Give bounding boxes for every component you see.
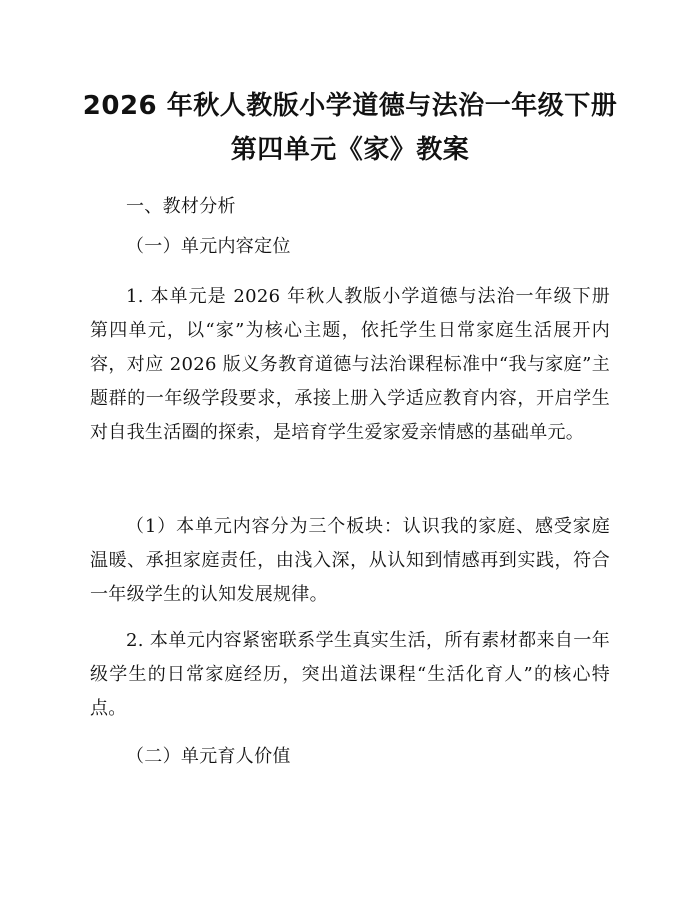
subsection-heading-unit-positioning: （一）单元内容定位	[126, 236, 291, 257]
section-heading-teaching-analysis: 一、教材分析	[126, 196, 236, 217]
paragraph-unit-overview: 1. 本单元是 2026 年秋人教版小学道德与法治一年级下册第四单元，以“家”为核心主题，依托学生日常家庭生活展开内容，对应 2026 版义务教育道德与法治课程标准中“我与家庭”主题群的一年级学段要求，承接上册入学适应教育内容，开启学生对自我生活圈的探索，是培育学生爱家爱亲情感的基础单元。	[90, 286, 610, 443]
subsection-heading-unit-value: （二）单元育人价值	[126, 746, 291, 767]
document-title-line1: 2026 年秋人教版小学道德与法治一年级下册	[82, 91, 618, 121]
paragraph-unit-sections: （1）本单元内容分为三个板块：认识我的家庭、感受家庭温暖、承担家庭责任，由浅入深，从认知到情感再到实践，符合一年级学生的认知发展规律。	[90, 516, 610, 605]
document-title-line2: 第四单元《家》教案	[230, 135, 470, 165]
paragraph-life-connection: 2. 本单元内容紧密联系学生真实生活，所有素材都来自一年级学生的日常家庭经历，突出道法课程“生活化育人”的核心特点。	[90, 630, 610, 719]
